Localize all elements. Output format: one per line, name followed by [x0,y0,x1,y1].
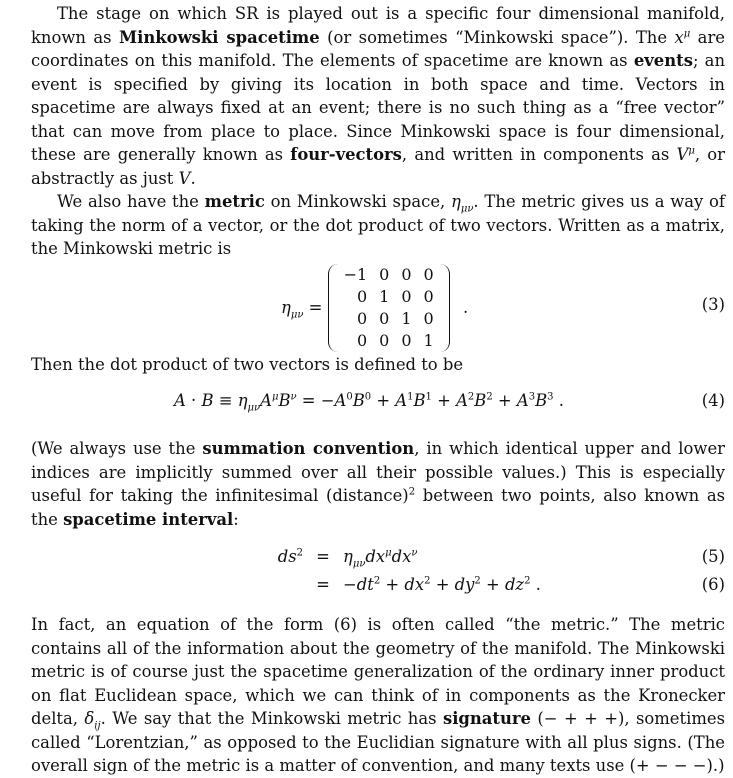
text: . The metric gives us a way of taking the norm of a vector, or the dot product of two vectors. Written as a matrix, the Minkowski metric is [31,192,725,258]
matrix-cell: 1 [423,330,434,350]
text: The stage on which SR is played out is a specific four dimensional manifold, known as [31,4,725,47]
matrix-cell: 0 [379,330,390,350]
matrix-cell: 0 [401,286,412,306]
text: , in which identical upper and lower indices are implicitly summed over all their possible values.) This is especially useful for taking the infinitesimal (distance) [31,439,725,505]
term-spacetime-interval: spacetime interval [63,509,234,529]
equation-number: (3) [701,294,725,314]
matrix-row [338,330,440,352]
text: between two points, also known as the [31,486,725,529]
matrix-cell: 1 [379,286,390,306]
matrix-cell: 0 [423,308,434,328]
paragraph-signature: In fact, an equation of the form (6) is often called “the metric.” The metric contains all of the information about the geometry of the manifold. The Minkowski metric is of course just the spacetime generalization of the ordinary inner product on flat Euclidean space, which we can think of in components as the Kronecker delta, $\delta_{ij}$. We say that the Minkowski metric has signature (− + + +), sometimes called “Lorentzian,” as opposed to the Euclidian signature with all plus signs. (The overall sign of the metric is a matter of convention, and many texts use (+ − − −).) [31,615,725,775]
matrix-cell: 0 [401,330,412,350]
matrix-cell: 0 [423,286,434,306]
text: In fact, an equation of the form (6) is often called “the metric.” The metric contains all of the information about the geometry of the manifold. The Minkowski metric is of course just the spacetime generalization of the ordinary inner product on flat Euclidean space, which we can think of in components as the Kronecker delta, [31,615,725,728]
equation-4: $A \cdot B \equiv \eta_{\mu\nu}A^\mu B^\nu = -A^0B^0 + A^1B^1 + A^2B^2 + A^3B^3$ . (4) [174,391,725,414]
text: (We always use the [31,439,203,458]
paragraph-dot-product: Then the dot product of two vectors is defined to be [31,354,464,374]
text: . We say that the Minkowski metric has [100,709,443,728]
term-events: events [633,51,693,70]
matrix-cell: −1 [343,264,368,284]
term-four-vectors: four-vectors [290,145,402,164]
term-signature: signature [442,709,531,728]
text: , or abstractly as just [31,145,725,188]
text: , and written in components as [401,145,677,164]
term-minkowski-spacetime: Minkowski spacetime [119,27,320,47]
paragraph-spacetime: The stage on which SR is played out is a specific four dimensional manifold, known as Minkowski spacetime (or sometimes “Minkowski space”). The $x^\mu$ are coordinates on this manifold. The elements of spacetime are known as events; an event is specified by giving its location in both space and time. Vectors in spacetime are always fixed at an event; there is no such thing as a “free vector” that can move from place to place. Since Minkowski space is four dimensional, these are generally known as four-vectors, and written in components as $V^\mu$, or abstractly as just V. [31,4,726,188]
text: on Minkowski space, [264,192,452,211]
term-summation-convention: summation convention [202,439,415,458]
text: We also have the [57,192,205,211]
matrix-cell: 0 [379,264,390,284]
text: ; an event is specified by giving its location in both space and time. Vectors in spacetime are always fixed at an event; there is no such thing as a “free vector” that can move from place to place. Since Minkowski space is four dimensional, these are generally known as [31,51,726,164]
equation-5-6: $ds^2$ = $\eta_{\mu\nu}dx^\mu dx^\nu$ = $-dt^2 + dx^2 + dy^2 + dz^2$ . (5) (6) [31,543,725,601]
metric-matrix [328,264,450,352]
text: are coordinates on this manifold. The elements of spacetime are known as [31,27,725,70]
equation-number: (5) [701,547,725,566]
matrix-cell: 0 [379,308,390,328]
equation-3: $\eta_{\mu\nu}$ = −1 0 0 0 0 1 0 0 0 0 1 0 0 0 0 1 . (3) [281,264,725,350]
term-metric: metric [204,192,265,211]
text: : [233,509,239,529]
matrix-cell: 0 [401,264,412,284]
matrix-row [338,308,440,330]
matrix-row [338,264,440,286]
text: (− + + +), sometimes called “Lorentzian,” as opposed to the Euclidian signature with all plus signs. (The overall sign of the metric is a matter of convention, and many texts use (+ − − −).) [31,709,725,775]
paragraph-metric: We also have the metric on Minkowski space, $\eta_{\mu\nu}$. The metric gives us a way of taking the norm of a vector, or the dot product of two vectors. Written as a matrix, the Minkowski metric is [31,192,725,258]
paragraph-summation: (We always use the summation convention, in which identical upper and lower indices are implicitly summed over all their possible values.) This is especially useful for taking the infinitesimal (distance)$^2$ between two points, also known as the spacetime interval: [31,439,725,529]
matrix-cell: 1 [401,308,412,328]
matrix-cell: 0 [356,308,368,328]
matrix-cell: 0 [356,286,368,306]
matrix-cell: 0 [356,330,368,350]
matrix-cell: 0 [423,264,434,284]
paper-page [31,2,725,778]
matrix-row [338,286,440,308]
equation-number: (6) [701,575,725,594]
equation-number: (4) [701,391,725,410]
text: (or sometimes “Minkowski space”). The [319,27,675,47]
